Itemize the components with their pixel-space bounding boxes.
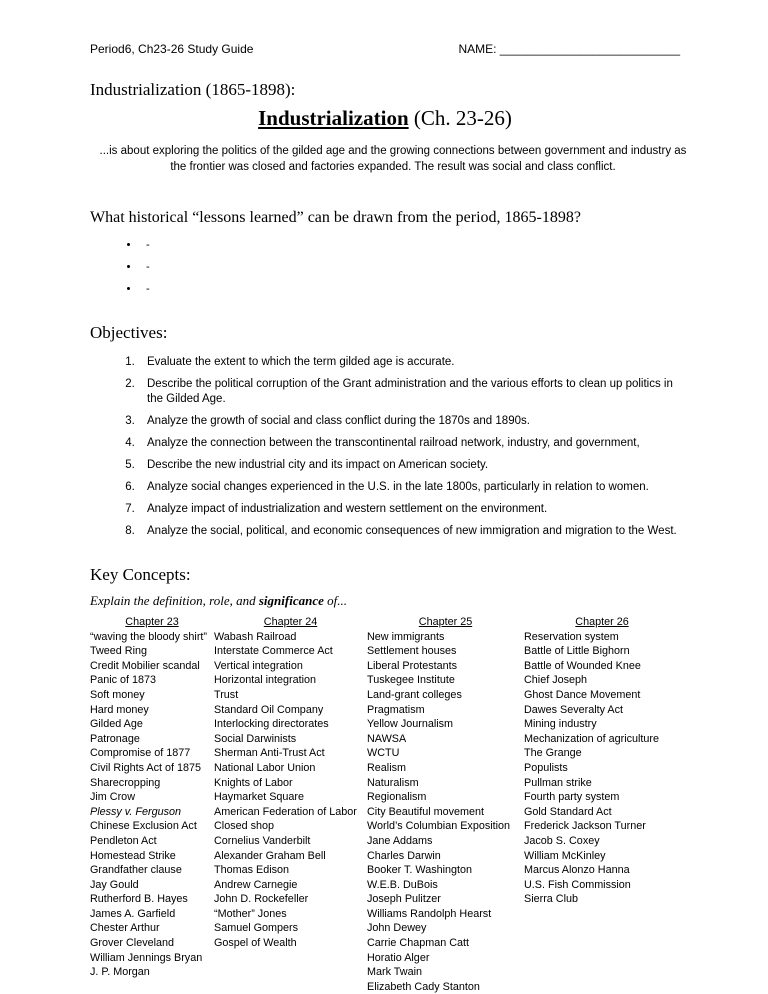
- concept-term: Williams Randolph Hearst: [367, 907, 492, 920]
- concept-term: Andrew Carnegie: [214, 878, 298, 891]
- concept-term: Mark Twain: [367, 966, 423, 979]
- key-concepts-columns: [90, 615, 680, 994]
- concept-term: Hard money: [90, 703, 149, 716]
- chapter-26-column: [524, 615, 680, 994]
- concept-term: Chief Joseph: [524, 674, 588, 687]
- concept-term: J. P. Morgan: [90, 966, 150, 979]
- chapter-25-terms: [367, 630, 524, 994]
- concept-term: Liberal Protestants: [367, 659, 458, 672]
- objective-item: 2. Describe the political corruption of the Grant administration and the various efforts to clean up politics in the Gilded Age.: [138, 377, 680, 407]
- concept-term: Naturalism: [367, 776, 419, 789]
- chapter-25-column: [367, 615, 524, 994]
- concept-term: Knights of Labor: [214, 776, 293, 789]
- header-left-text: Period6, Ch23-26 Study Guide: [90, 42, 254, 56]
- objectives-heading: Objectives:: [90, 323, 168, 342]
- concept-term: New immigrants: [367, 630, 445, 643]
- chapter-24-header: Chapter 24: [263, 616, 318, 628]
- key-concepts-heading: Key Concepts:: [90, 565, 191, 584]
- concept-term: Populists: [524, 761, 568, 774]
- objective-item: 8. Analyze the social, political, and economic consequences of new immigration and migration to the West.: [138, 524, 680, 539]
- concept-term: Mining industry: [524, 718, 597, 731]
- concept-term: Battle of Little Bighorn: [524, 645, 630, 658]
- unit-subtitle: Industrialization (1865-1898):: [90, 80, 296, 99]
- concept-term: Panic of 1873: [90, 674, 157, 687]
- concept-term: Vertical integration: [214, 659, 303, 672]
- document-title-main: Industrialization: [258, 106, 409, 130]
- objective-item: 6. Analyze social changes experienced in the U.S. in the late 1800s, particularly in relation to women.: [138, 480, 680, 495]
- concept-term: Horatio Alger: [367, 951, 430, 964]
- objective-item: 5. Describe the new industrial city and its impact on American society.: [138, 458, 680, 473]
- concept-term: Thomas Edison: [214, 864, 290, 877]
- concept-term: Charles Darwin: [367, 849, 441, 862]
- concept-term: Fourth party system: [524, 791, 620, 804]
- concept-term: Regionalism: [367, 791, 427, 804]
- concept-term: Booker T. Washington: [367, 864, 473, 877]
- concept-term: Patronage: [90, 732, 140, 745]
- concept-term: World’s Columbian Exposition: [367, 820, 511, 833]
- concept-term: Alexander Graham Bell: [214, 849, 326, 862]
- concept-term: WCTU: [367, 747, 400, 760]
- concept-term: Gold Standard Act: [524, 805, 612, 818]
- concept-term: Jane Addams: [367, 834, 433, 847]
- concept-term: W.E.B. DuBois: [367, 878, 438, 891]
- key-concepts-instruction: [90, 593, 680, 609]
- concept-term: Sierra Club: [524, 893, 579, 906]
- concept-term: NAWSA: [367, 732, 407, 745]
- concept-term: Elizabeth Cady Stanton: [367, 980, 480, 993]
- concept-term: John D. Rockefeller: [214, 893, 309, 906]
- concept-term: Homestead Strike: [90, 849, 176, 862]
- objective-item: 4. Analyze the connection between the transcontinental railroad network, industry, and government,: [138, 436, 680, 451]
- concept-term: Haymarket Square: [214, 791, 305, 804]
- concept-term: “waving the bloody shirt”: [90, 630, 208, 643]
- concept-term: Pragmatism: [367, 703, 425, 716]
- concept-term: Chinese Exclusion Act: [90, 820, 197, 833]
- chapter-26-terms: [524, 630, 680, 907]
- concept-term: Samuel Gompers: [214, 922, 299, 935]
- concept-term: Compromise of 1877: [90, 747, 191, 760]
- concept-term: Frederick Jackson Turner: [524, 820, 646, 833]
- lessons-learned-question: What historical “lessons learned” can be drawn from the period, 1865-1898?: [90, 209, 581, 226]
- concept-term: Civil Rights Act of 1875: [90, 761, 202, 774]
- concept-term: City Beautiful movement: [367, 805, 485, 818]
- header-name-field: NAME: ___________________________: [458, 42, 680, 56]
- concept-term: John Dewey: [367, 922, 427, 935]
- concept-term: Jim Crow: [90, 791, 135, 804]
- concept-term: Carrie Chapman Catt: [367, 937, 470, 950]
- objective-item: 1. Evaluate the extent to which the term gilded age is accurate.: [138, 355, 680, 370]
- concept-term: Tweed Ring: [90, 645, 148, 658]
- chapter-23-column: [90, 615, 214, 994]
- concept-term: Sharecropping: [90, 776, 161, 789]
- objective-item: 3. Analyze the growth of social and class conflict during the 1870s and 1890s.: [138, 414, 680, 429]
- concept-term: Dawes Severalty Act: [524, 703, 624, 716]
- concept-term: U.S. Fish Commission: [524, 878, 631, 891]
- concept-term: The Grange: [524, 747, 582, 760]
- concept-term: Land-grant colleges: [367, 688, 462, 701]
- concept-term: Jacob S. Coxey: [524, 834, 600, 847]
- chapter-23-terms: [90, 630, 214, 980]
- chapter-23-header: Chapter 23: [125, 616, 179, 628]
- concept-term: Sherman Anti-Trust Act: [214, 747, 325, 760]
- concept-term: “Mother” Jones: [214, 907, 287, 920]
- concept-term: Wabash Railroad: [214, 630, 297, 643]
- unit-description: ...is about exploring the politics of the gilded age and the growing connections between government and industry as the frontier was closed and factories expanded. The result was social and class conflict.: [99, 145, 687, 173]
- bullet-item: • -: [140, 239, 680, 251]
- concept-term: Interstate Commerce Act: [214, 645, 333, 658]
- concept-term: Credit Mobilier scandal: [90, 659, 200, 672]
- chapter-24-column: [214, 615, 367, 994]
- concept-term: American Federation of Labor: [214, 805, 357, 818]
- concept-term: Interlocking directorates: [214, 718, 329, 731]
- concept-term: Standard Oil Company: [214, 703, 324, 716]
- concept-term: Mechanization of agriculture: [524, 732, 660, 745]
- concept-term: Closed shop: [214, 820, 275, 833]
- instruction-significance: significance: [258, 593, 324, 608]
- concept-term: Gilded Age: [90, 718, 143, 731]
- concept-term: Settlement houses: [367, 645, 457, 658]
- concept-term: Gospel of Wealth: [214, 937, 297, 950]
- concept-term: Ghost Dance Movement: [524, 688, 641, 701]
- document-title: [90, 106, 680, 131]
- bullet-item: • -: [140, 283, 680, 295]
- concept-term: Pullman strike: [524, 776, 592, 789]
- concept-term: Plessy v. Ferguson: [90, 805, 182, 818]
- concept-term: Horizontal integration: [214, 674, 317, 687]
- concept-term: William McKinley: [524, 849, 606, 862]
- concept-term: Jay Gould: [90, 878, 139, 891]
- concept-term: Tuskegee Institute: [367, 674, 455, 687]
- concept-term: Trust: [214, 688, 239, 701]
- bullet-item: • -: [140, 261, 680, 273]
- chapter-26-header: Chapter 26: [575, 616, 629, 628]
- concept-term: Soft money: [90, 688, 145, 701]
- concept-term: Marcus Alonzo Hanna: [524, 864, 630, 877]
- concept-term: Chester Arthur: [90, 922, 160, 935]
- concept-term: Realism: [367, 761, 406, 774]
- document-title-rest: (Ch. 23-26): [408, 106, 512, 130]
- concept-term: James A. Garfield: [90, 907, 176, 920]
- chapter-25-header: Chapter 25: [418, 616, 473, 628]
- lessons-learned-bullet-list: [90, 239, 680, 295]
- instruction-suffix: of...: [323, 593, 347, 608]
- concept-term: William Jennings Bryan: [90, 951, 203, 964]
- concept-term: Grover Cleveland: [90, 937, 175, 950]
- objective-item: 7. Analyze impact of industrialization and western settlement on the environment.: [138, 502, 680, 517]
- concept-term: Cornelius Vanderbilt: [214, 834, 311, 847]
- concept-term: National Labor Union: [214, 761, 316, 774]
- concept-term: Battle of Wounded Knee: [524, 659, 641, 672]
- concept-term: Rutherford B. Hayes: [90, 893, 188, 906]
- concept-term: Yellow Journalism: [367, 718, 454, 731]
- concept-term: Pendleton Act: [90, 834, 157, 847]
- concept-term: Social Darwinists: [214, 732, 297, 745]
- instruction-prefix: Explain the definition, role, and: [90, 593, 259, 608]
- chapter-24-terms: [214, 630, 367, 951]
- objectives-list: [90, 355, 680, 539]
- document-header: [90, 42, 680, 56]
- concept-term: Joseph Pulitzer: [367, 893, 441, 906]
- concept-term: Grandfather clause: [90, 864, 182, 877]
- concept-term: Reservation system: [524, 630, 619, 643]
